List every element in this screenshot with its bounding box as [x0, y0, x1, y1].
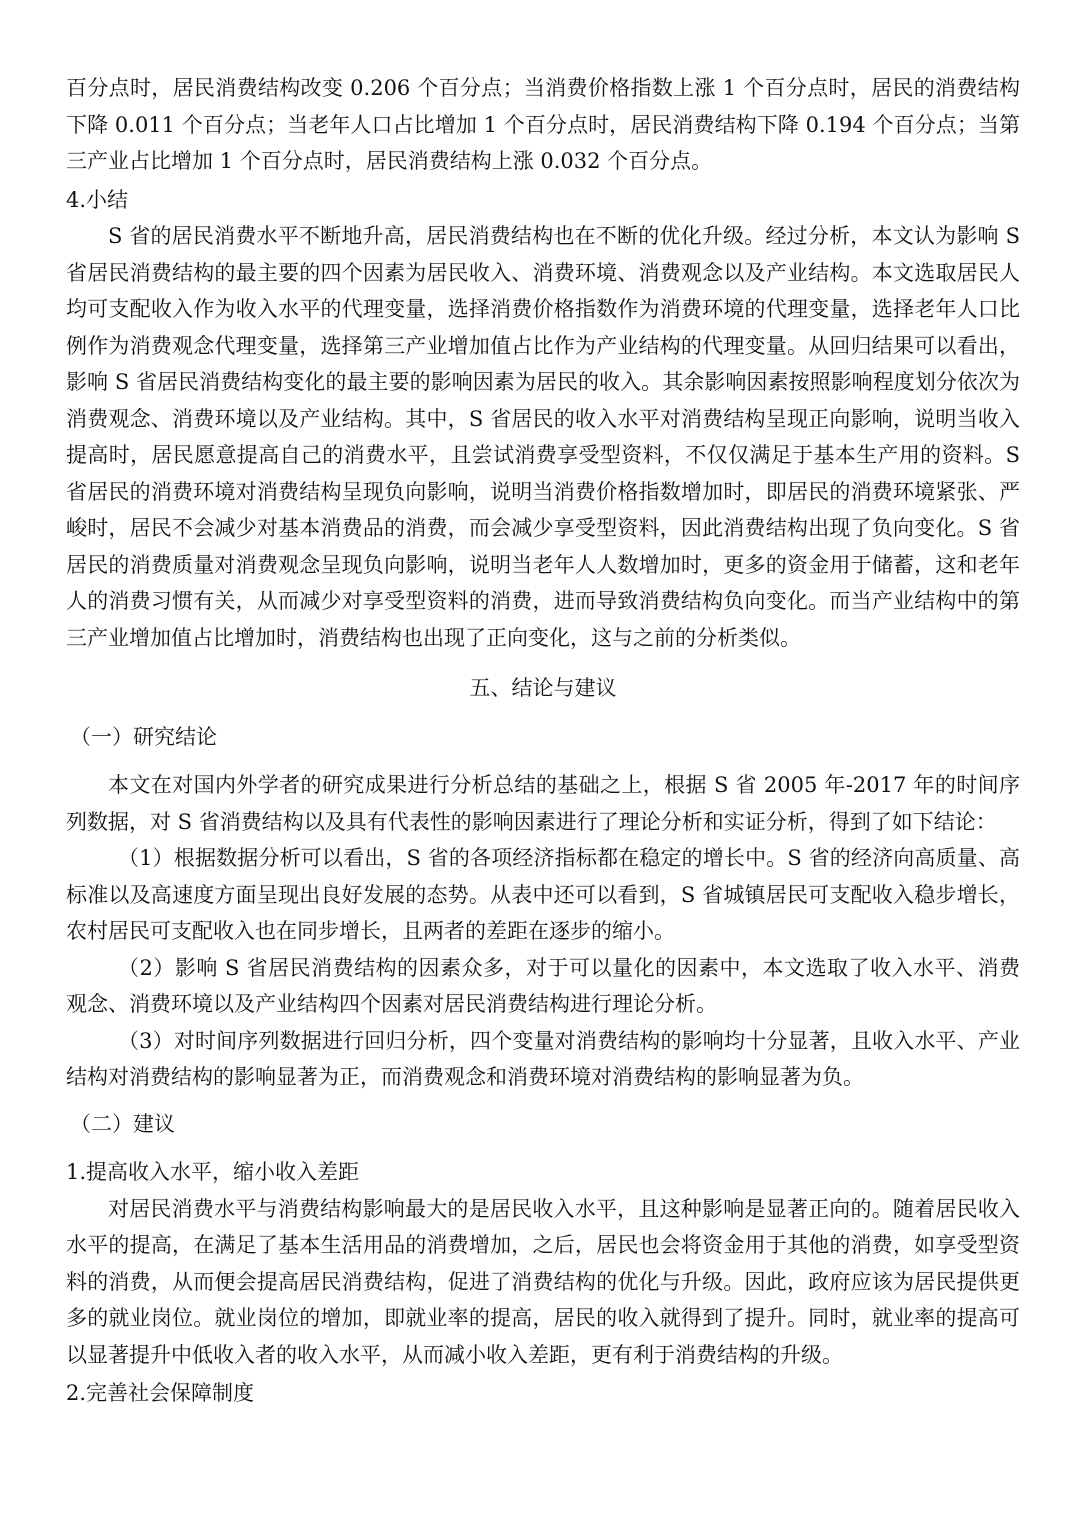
document-page [66, 70, 1020, 1412]
conclusion-item: （2）影响 S 省居民消费结构的因素众多，对于可以量化的因素中，本文选取了收入水平、消费观念、消费环境以及产业结构四个因素对居民消费结构进行理论分析。 [66, 955, 1020, 1016]
conclusion-intro-paragraph: 本文在对国内外学者的研究成果进行分析总结的基础之上，根据 S 省 2005 年-2017 年的时间序列数据，对 S 省消费结构以及具有代表性的影响因素进行了理论分析和实证分析，得到了如下结论： [66, 773, 1020, 834]
section-title-conclusions: 五、结论与建议 [469, 676, 617, 700]
heading-summary: 4.小结 [66, 187, 129, 212]
subsection-title-suggestions: （二）建议 [70, 1111, 175, 1136]
subsection-title-findings: （一）研究结论 [70, 724, 217, 749]
summary-paragraph: S 省的居民消费水平不断地升高，居民消费结构也在不断的优化升级。经过分析，本文认为影响 S 省居民消费结构的最主要的四个因素为居民收入、消费环境、消费观念以及产业结构。本文选取居民人均可支配收入作为收入水平的代理变量，选择消费价格指数作为消费环境的代理变量，选择老年人口比例作为消费观念代理变量，选择第三产业增加值占比作为产业结构的代理变量。从回归结果可以看出，影响 S 省居民消费结构变化的最主要的影响因素为居民的收入。其余影响因素按照影响程度划分依次为消费观念、消费环境以及产业结构。其中，S 省居民的收入水平对消费结构呈现正向影响，说明当收入提高时，居民愿意提高自己的消费水平，且尝试消费享受型资料，不仅仅满足于基本生产用的资料。S 省居民的消费环境对消费结构呈现负向影响，说明当消费价格指数增加时，即居民的消费环境紧张、严峻时，居民不会减少对基本消费品的消费，而会减少享受型资料，因此消费结构出现了负向变化。S 省居民的消费质量对消费观念呈现负向影响，说明当老年人人数增加时，更多的资金用于储蓄，这和老年人的消费习惯有关，从而减少对享受型资料的消费，进而导致消费结构负向变化。而当产业结构中的第三产业增加值占比增加时，消费结构也出现了正向变化，这与之前的分析类似。 [66, 224, 1020, 650]
conclusion-item: （1）根据数据分析可以看出，S 省的各项经济指标都在稳定的增长中。S 省的经济向高质量、高标准以及高速度方面呈现出良好发展的态势。从表中还可以看到，S 省城镇居民可支配收入稳步增长，农村居民可支配收入也在同步增长，且两者的差距在逐步的缩小。 [66, 846, 1020, 943]
suggestion-1-paragraph: 对居民消费水平与消费结构影响最大的是居民收入水平，且这种影响是显著正向的。随着居民收入水平的提高，在满足了基本生活用品的消费增加，之后，居民也会将资金用于其他的消费，如享受型资料的消费，从而便会提高居民消费结构，促进了消费结构的优化与升级。因此，政府应该为居民提供更多的就业岗位。就业岗位的增加，即就业率的提高，居民的收入就得到了提升。同时，就业率的提高可以显著提升中低收入者的收入水平，从而减小收入差距，更有利于消费结构的升级。 [66, 1196, 1020, 1367]
results-paragraph: 百分点时，居民消费结构改变 0.206 个百分点；当消费价格指数上涨 1 个百分点时，居民的消费结构下降 0.011 个百分点；当老年人口占比增加 1 个百分点时，居民消费结构下降 0.194 个百分点；当第三产业占比增加 1 个百分点时，居民消费结构上涨 0.032 个百分点。 [66, 76, 1020, 173]
conclusion-item: （3）对时间序列数据进行回归分析，四个变量对消费结构的影响均十分显著，且收入水平、产业结构对消费结构的影响显著为正，而消费观念和消费环境对消费结构的影响显著为负。 [66, 1028, 1020, 1089]
suggestion-2-heading: 2.完善社会保障制度 [66, 1381, 255, 1405]
suggestion-1-heading: 1.提高收入水平，缩小收入差距 [66, 1160, 360, 1184]
